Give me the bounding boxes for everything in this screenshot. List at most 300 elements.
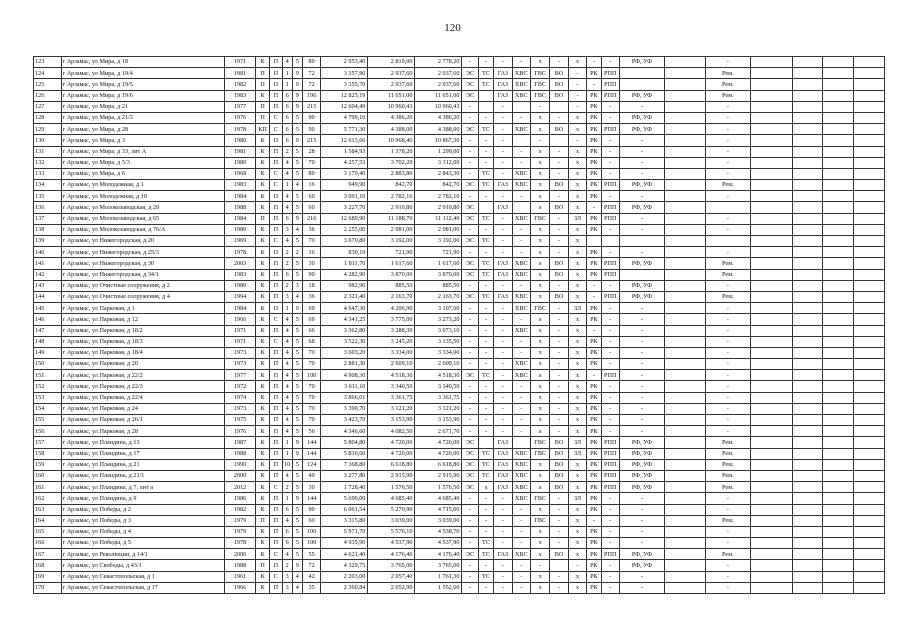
cell-rem: Рем. — [705, 515, 750, 526]
cell-addr: г Арзамас, ул Очистные сооружения, д 2 — [61, 280, 225, 291]
cell-entr: 4 — [282, 370, 292, 381]
cell-v3: 721,90 — [415, 247, 462, 258]
cell-hvs: - — [512, 392, 530, 403]
cell-ts: ТС — [478, 180, 493, 191]
cell-rem: - — [705, 426, 750, 437]
cell-zl: х — [568, 370, 586, 381]
cell-mat: К — [255, 370, 269, 381]
cell-rpp: - — [601, 146, 619, 157]
cell-x2 — [750, 437, 792, 448]
cell-rpp: - — [601, 560, 619, 571]
cell-zl: х — [568, 359, 586, 370]
cell-ts: - — [478, 403, 493, 414]
cell-floors: 3 — [292, 280, 302, 291]
cell-x1 — [664, 146, 705, 157]
cell-x1 — [664, 90, 705, 101]
cell-vo: ВО — [550, 180, 568, 191]
cell-x1 — [664, 291, 705, 302]
cell-zl: х — [568, 415, 586, 426]
cell-num: 152 — [34, 381, 62, 392]
table-row — [34, 336, 885, 347]
cell-es: ЭС — [462, 269, 478, 280]
cell-v1: 12 604,49 — [321, 101, 368, 112]
cell-v1: 3 179,40 — [321, 168, 368, 179]
cell-rpp: - — [601, 101, 619, 112]
cell-es: - — [462, 57, 478, 68]
cell-addr: г Арзамас, ул Парковая, д 28 — [61, 426, 225, 437]
cell-num: 147 — [34, 325, 62, 336]
cell-vo: ВО — [550, 258, 568, 269]
cell-rk: РК — [587, 101, 601, 112]
cell-v1: 830,19 — [321, 247, 368, 258]
cell-rk: РК — [587, 415, 601, 426]
cell-flats: 69 — [302, 314, 320, 325]
cell-flats: 90 — [302, 112, 320, 123]
cell-floors: 5 — [292, 381, 302, 392]
cell-rk: РК — [587, 191, 601, 202]
cell-ts: - — [478, 247, 493, 258]
cell-v3: 3 153,90 — [415, 415, 462, 426]
cell-mat: К — [255, 426, 269, 437]
cell-gvs: х — [530, 347, 549, 358]
cell-floors: 5 — [292, 459, 302, 470]
cell-x5 — [854, 280, 885, 291]
cell-rem: - — [705, 347, 750, 358]
cell-entr: 3 — [282, 582, 292, 593]
cell-mat: К — [255, 291, 269, 302]
cell-v1: 2 321,40 — [321, 291, 368, 302]
cell-v2: 10 968,40 — [368, 135, 415, 146]
cell-gaz: - — [494, 582, 512, 593]
cell-floors: 5 — [292, 392, 302, 403]
cell-hvs — [512, 101, 530, 112]
cell-x5 — [854, 135, 885, 146]
cell-num: 130 — [34, 135, 62, 146]
cell-rk: РК — [587, 168, 601, 179]
cell-ts: - — [478, 347, 493, 358]
cell-walls: П — [270, 269, 282, 280]
cell-x1 — [664, 303, 705, 314]
cell-hvs: - — [512, 347, 530, 358]
cell-x5 — [854, 482, 885, 493]
cell-v3: 2 163,70 — [415, 291, 462, 302]
cell-floors: 9 — [292, 68, 302, 79]
cell-v1: 12 613,66 — [321, 135, 368, 146]
cell-x1 — [664, 538, 705, 549]
cell-floors: 5 — [292, 236, 302, 247]
cell-x4 — [823, 168, 854, 179]
cell-year: 1973 — [225, 403, 256, 414]
cell-v2: 721,90 — [368, 247, 415, 258]
cell-v2: 5 576,10 — [368, 526, 415, 537]
cell-v1: 4 257,53 — [321, 157, 368, 168]
cell-x3 — [792, 101, 823, 112]
cell-x3 — [792, 470, 823, 481]
table-row — [34, 482, 885, 493]
cell-v1: 1 728,40 — [321, 482, 368, 493]
cell-zl: - — [568, 101, 586, 112]
cell-rk: РК — [587, 336, 601, 347]
cell-zl: х — [568, 280, 586, 291]
cell-gaz: - — [494, 526, 512, 537]
cell-mat: К — [255, 57, 269, 68]
cell-walls: П — [270, 57, 282, 68]
cell-rfuf: - — [619, 426, 664, 437]
cell-floors: 5 — [292, 482, 302, 493]
cell-gaz: ГАЗ — [494, 437, 512, 448]
cell-floors: 5 — [292, 515, 302, 526]
cell-x1 — [664, 515, 705, 526]
cell-es: - — [462, 415, 478, 426]
cell-vo: ВО — [550, 437, 568, 448]
cell-vo: ВО — [550, 202, 568, 213]
cell-gaz: - — [494, 571, 512, 582]
cell-walls: П — [270, 359, 282, 370]
cell-es: - — [462, 392, 478, 403]
cell-rk: РК — [587, 482, 601, 493]
cell-vo: - — [550, 224, 568, 235]
cell-hvs: ХВС — [512, 448, 530, 459]
cell-v2: 3 765,00 — [368, 560, 415, 571]
cell-x5 — [854, 392, 885, 403]
cell-entr: 4 — [282, 470, 292, 481]
cell-v3: 2 843,30 — [415, 168, 462, 179]
cell-rfuf: - — [619, 571, 664, 582]
cell-v1: 2 881,30 — [321, 359, 368, 370]
cell-rpp: РПП — [601, 68, 619, 79]
cell-v2: 2 937,60 — [368, 79, 415, 90]
cell-walls: С — [270, 112, 282, 123]
cell-addr: г Арзамас, ул Парковая, д 22/2 — [61, 370, 225, 381]
cell-floors: 5 — [292, 403, 302, 414]
cell-x4 — [823, 269, 854, 280]
cell-walls: П — [270, 448, 282, 459]
cell-mat: П — [255, 515, 269, 526]
cell-rpp: - — [601, 381, 619, 392]
cell-floors: 5 — [292, 549, 302, 560]
cell-es: ЭС — [462, 68, 478, 79]
cell-rem: - — [705, 57, 750, 68]
cell-x3 — [792, 124, 823, 135]
cell-ts — [478, 101, 493, 112]
cell-entr: 6 — [282, 538, 292, 549]
cell-hvs — [512, 135, 530, 146]
cell-walls: П — [270, 526, 282, 537]
cell-walls: П — [270, 470, 282, 481]
cell-rpp: - — [601, 493, 619, 504]
cell-entr: 6 — [282, 213, 292, 224]
cell-zl: - — [568, 135, 586, 146]
cell-x4 — [823, 526, 854, 537]
cell-rem: - — [705, 359, 750, 370]
cell-rfuf: - — [619, 191, 664, 202]
cell-vo: ВО — [550, 459, 568, 470]
cell-gvs: х — [530, 280, 549, 291]
cell-v1: 3 670,80 — [321, 236, 368, 247]
cell-num: 139 — [34, 236, 62, 247]
cell-x5 — [854, 180, 885, 191]
cell-gaz: - — [494, 426, 512, 437]
cell-gaz: - — [494, 213, 512, 224]
cell-v2: 4 685,40 — [368, 493, 415, 504]
cell-floors: 5 — [292, 314, 302, 325]
cell-gaz: - — [494, 359, 512, 370]
cell-num: 165 — [34, 526, 62, 537]
cell-num: 167 — [34, 549, 62, 560]
cell-entr: 6 — [282, 269, 292, 280]
cell-x2 — [750, 57, 792, 68]
cell-v3: 1 552,60 — [415, 582, 462, 593]
cell-hvs: - — [512, 582, 530, 593]
cell-gvs: х — [530, 157, 549, 168]
cell-flats: 60 — [302, 515, 320, 526]
cell-rem: - — [705, 336, 750, 347]
cell-gaz: ГАЗ — [494, 79, 512, 90]
cell-x3 — [792, 90, 823, 101]
cell-ts: - — [478, 415, 493, 426]
cell-x1 — [664, 526, 705, 537]
cell-v1: 4 799,10 — [321, 112, 368, 123]
cell-entr: 1 — [282, 493, 292, 504]
cell-year: 1969 — [225, 236, 256, 247]
cell-v2: 4 386,20 — [368, 112, 415, 123]
cell-num: 169 — [34, 571, 62, 582]
cell-x5 — [854, 314, 885, 325]
cell-walls: П — [270, 202, 282, 213]
cell-walls: С — [270, 314, 282, 325]
cell-es: ЭС — [462, 202, 478, 213]
cell-es: - — [462, 191, 478, 202]
cell-addr: г Арзамас, ул Свободы, д 43/1 — [61, 560, 225, 571]
cell-es: ЭС — [462, 437, 478, 448]
cell-addr: г Арзамас, ул Нижегородская, д 30 — [61, 258, 225, 269]
cell-x3 — [792, 504, 823, 515]
cell-rpp: - — [601, 515, 619, 526]
cell-gaz: - — [494, 392, 512, 403]
cell-walls: П — [270, 157, 282, 168]
cell-x3 — [792, 515, 823, 526]
cell-entr: 2 — [282, 280, 292, 291]
cell-num: 138 — [34, 224, 62, 235]
cell-x1 — [664, 560, 705, 571]
cell-entr: 6 — [282, 124, 292, 135]
cell-x3 — [792, 359, 823, 370]
cell-v3: 4 538,70 — [415, 526, 462, 537]
cell-ts: ТС — [478, 470, 493, 481]
cell-x1 — [664, 392, 705, 403]
cell-hvs: - — [512, 157, 530, 168]
cell-entr: 4 — [282, 325, 292, 336]
cell-x5 — [854, 415, 885, 426]
cell-rpp: - — [601, 415, 619, 426]
cell-x2 — [750, 493, 792, 504]
cell-v1: 3 611,10 — [321, 381, 368, 392]
cell-x3 — [792, 381, 823, 392]
cell-rem: - — [705, 415, 750, 426]
cell-entr: 4 — [282, 202, 292, 213]
cell-x3 — [792, 459, 823, 470]
cell-year: 2000 — [225, 549, 256, 560]
cell-v3: 2 081,00 — [415, 224, 462, 235]
cell-floors: 5 — [292, 359, 302, 370]
cell-x4 — [823, 90, 854, 101]
table-row — [34, 213, 885, 224]
cell-walls: С — [270, 124, 282, 135]
cell-es: - — [462, 168, 478, 179]
cell-v3: 3 121,20 — [415, 403, 462, 414]
cell-entr: 3 — [282, 571, 292, 582]
cell-es: ЭС — [462, 213, 478, 224]
cell-entr: 4 — [282, 168, 292, 179]
cell-mat: К — [255, 582, 269, 593]
cell-walls: П — [270, 538, 282, 549]
cell-v3: 842,70 — [415, 180, 462, 191]
cell-year: 1987 — [225, 437, 256, 448]
cell-floors: 9 — [292, 448, 302, 459]
cell-year: 1981 — [225, 68, 256, 79]
cell-v2: 4 206,90 — [368, 303, 415, 314]
cell-flats: 90 — [302, 269, 320, 280]
cell-rem: - — [705, 571, 750, 582]
table-row — [34, 560, 885, 571]
cell-num: 124 — [34, 68, 62, 79]
cell-x4 — [823, 236, 854, 247]
cell-hvs: - — [512, 415, 530, 426]
cell-rk: РК — [587, 549, 601, 560]
cell-entr: 4 — [282, 57, 292, 68]
cell-x5 — [854, 236, 885, 247]
cell-entr: 3 — [282, 224, 292, 235]
cell-num: 142 — [34, 269, 62, 280]
cell-mat: К — [255, 359, 269, 370]
cell-vo: ВО — [550, 482, 568, 493]
cell-v3: 4 518,30 — [415, 370, 462, 381]
cell-gvs: х — [530, 392, 549, 403]
cell-x2 — [750, 157, 792, 168]
cell-vo: - — [550, 392, 568, 403]
cell-zl: х — [568, 258, 586, 269]
cell-v3: 2 910,80 — [415, 202, 462, 213]
cell-year: 1980 — [225, 157, 256, 168]
cell-rk: РК — [587, 359, 601, 370]
cell-x2 — [750, 146, 792, 157]
cell-x4 — [823, 57, 854, 68]
cell-x1 — [664, 347, 705, 358]
cell-gvs: ГВС — [530, 493, 549, 504]
cell-x5 — [854, 448, 885, 459]
cell-floors: 5 — [292, 258, 302, 269]
cell-hvs: ХВС — [512, 470, 530, 481]
cell-rk: РК — [587, 392, 601, 403]
cell-x3 — [792, 258, 823, 269]
cell-rpp: - — [601, 392, 619, 403]
cell-rem: Рем. — [705, 291, 750, 302]
cell-rfuf: - — [619, 314, 664, 325]
cell-x4 — [823, 180, 854, 191]
cell-x4 — [823, 258, 854, 269]
cell-floors: 5 — [292, 426, 302, 437]
cell-gvs: ГВС — [530, 515, 549, 526]
cell-rfuf: РФ, УФ — [619, 448, 664, 459]
cell-addr: г Арзамас, ул Нижегородская, д 34/1 — [61, 269, 225, 280]
cell-vo: - — [550, 236, 568, 247]
cell-x3 — [792, 213, 823, 224]
cell-addr: г Арзамас, ул Нижегородская, д 25/3 — [61, 247, 225, 258]
cell-rem: - — [705, 582, 750, 593]
cell-year: 1983 — [225, 180, 256, 191]
cell-gaz: - — [494, 191, 512, 202]
cell-rk: РК — [587, 269, 601, 280]
cell-floors: 5 — [292, 191, 302, 202]
cell-num: 140 — [34, 247, 62, 258]
cell-rpp: - — [601, 224, 619, 235]
cell-x1 — [664, 448, 705, 459]
cell-x1 — [664, 135, 705, 146]
cell-addr: г Арзамас, ул Парковая, д 22/3 — [61, 381, 225, 392]
cell-x4 — [823, 493, 854, 504]
cell-floors: 5 — [292, 347, 302, 358]
cell-flats: 144 — [302, 437, 320, 448]
cell-x3 — [792, 314, 823, 325]
cell-ts: - — [478, 582, 493, 593]
cell-num: 134 — [34, 180, 62, 191]
cell-walls: П — [270, 347, 282, 358]
cell-gaz: ГАЗ — [494, 258, 512, 269]
cell-zl: х — [568, 247, 586, 258]
cell-walls: С — [270, 482, 282, 493]
cell-vo: - — [550, 336, 568, 347]
cell-year: 1966 — [225, 582, 256, 593]
cell-es: - — [462, 426, 478, 437]
cell-zl: х — [568, 291, 586, 302]
cell-floors: 5 — [292, 336, 302, 347]
cell-v1: 4 346,60 — [321, 426, 368, 437]
cell-addr: г Арзамас, ул Мира, д 5/3 — [61, 157, 225, 168]
cell-x2 — [750, 191, 792, 202]
cell-x1 — [664, 571, 705, 582]
cell-rk: РК — [587, 448, 601, 459]
cell-addr: г Арзамас, ул Победы, д 3 — [61, 515, 225, 526]
cell-zl: х — [568, 269, 586, 280]
cell-x2 — [750, 403, 792, 414]
cell-num: 128 — [34, 112, 62, 123]
cell-es: ЭС — [462, 79, 478, 90]
cell-gvs: х — [530, 314, 549, 325]
cell-vo: ВО — [550, 269, 568, 280]
cell-rem: - — [705, 370, 750, 381]
cell-rpp: - — [601, 303, 619, 314]
cell-floors: 9 — [292, 79, 302, 90]
cell-gaz: - — [494, 381, 512, 392]
cell-x5 — [854, 325, 885, 336]
cell-v3: 4 720,00 — [415, 437, 462, 448]
cell-floors: 5 — [292, 168, 302, 179]
cell-v3: 4 720,00 — [415, 448, 462, 459]
cell-x4 — [823, 459, 854, 470]
table-row — [34, 269, 885, 280]
cell-vo: - — [550, 403, 568, 414]
cell-mat: К — [255, 392, 269, 403]
cell-walls: П — [270, 504, 282, 515]
cell-flats: 70 — [302, 392, 320, 403]
cell-vo — [550, 135, 568, 146]
cell-flats: 72 — [302, 79, 320, 90]
cell-flats: 100 — [302, 526, 320, 537]
cell-flats: 100 — [302, 538, 320, 549]
cell-rfuf: - — [619, 359, 664, 370]
table-row — [34, 437, 885, 448]
cell-mat: К — [255, 236, 269, 247]
